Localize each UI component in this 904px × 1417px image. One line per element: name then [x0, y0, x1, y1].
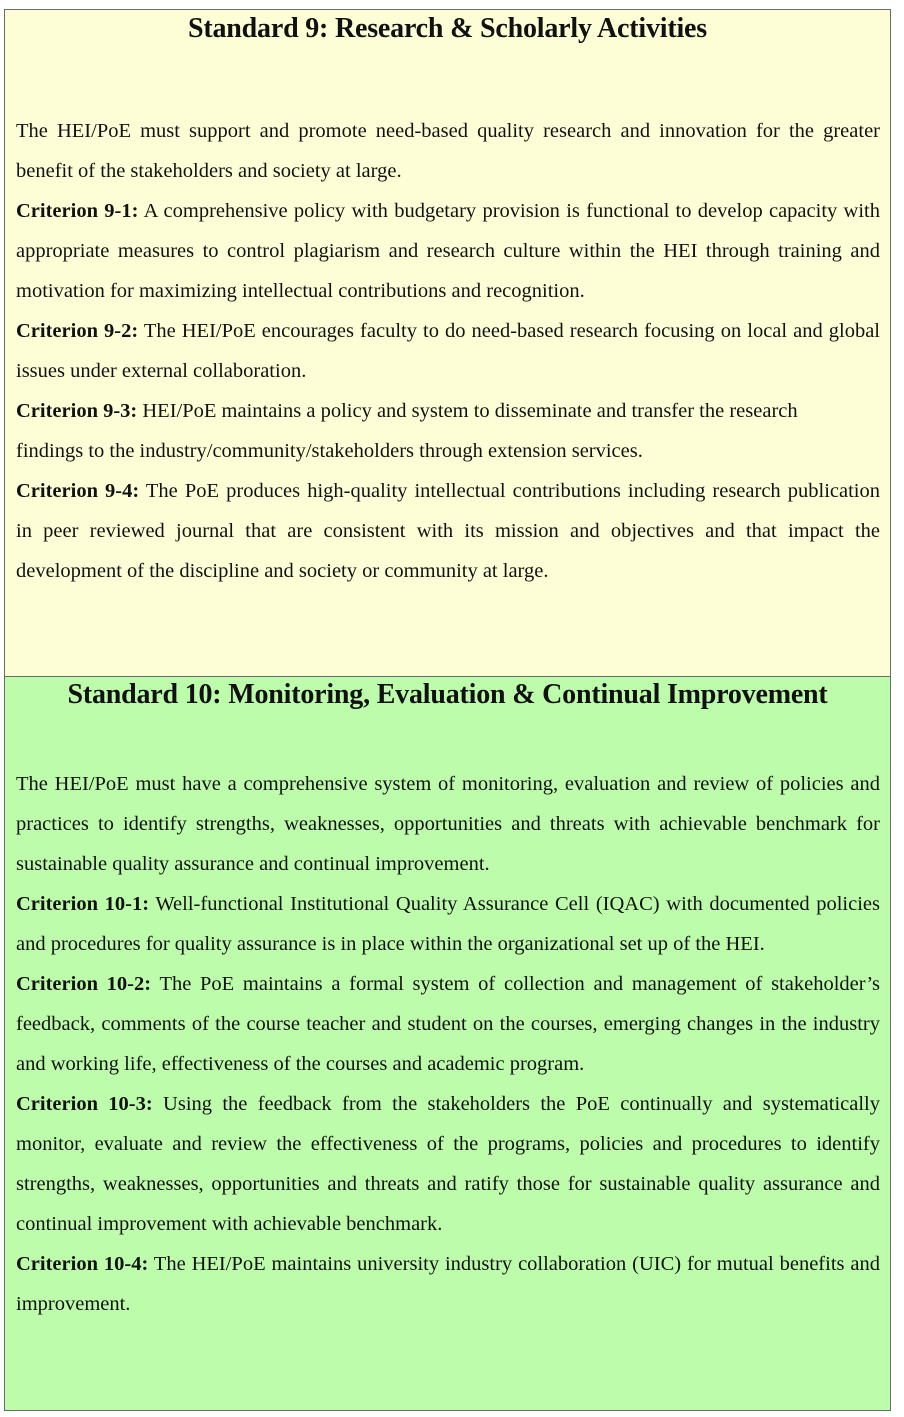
- standard-10-title: Standard 10: Monitoring, Evaluation & Continual Improvement: [67, 679, 828, 710]
- standard-10-intro: The HEI/PoE must have a comprehensive system of monitoring, evaluation and review of policies and practices to identify strengths, weaknesses, opportunities and threats with achievable benchmark for sustainable quality assurance and continual improvement.: [16, 773, 880, 875]
- criterion-10-1-label: Criterion 10-1:: [16, 893, 150, 915]
- criterion-9-1: [16, 191, 880, 311]
- standard-10-body: [16, 764, 880, 1324]
- criterion-9-3-text: HEI/PoE maintains a policy and system to disseminate and transfer the research: [137, 400, 798, 422]
- standard-9-title: Standard 9: Research & Scholarly Activities: [188, 13, 707, 44]
- criterion-9-1-text: A comprehensive policy with budgetary provision is functional to develop capacity with appropriate measures to control plagiarism and research culture within the HEI through training and motivation for maximizing intellectual contributions and recognition.: [16, 200, 881, 302]
- criterion-9-3: [16, 391, 880, 431]
- criterion-10-4-text: The HEI/PoE maintains university industry collaboration (UIC) for mutual benefits and improvement.: [16, 1253, 880, 1315]
- criterion-10-3-label: Criterion 10-3:: [16, 1093, 153, 1115]
- standard-9-intro: The HEI/PoE must support and promote need-based quality research and innovation for the greater benefit of the stakeholders and society at large.: [16, 120, 880, 182]
- criterion-9-3-continuation: findings to the industry/community/stakeholders through extension services.: [16, 440, 643, 462]
- criterion-10-1: [16, 884, 880, 964]
- criterion-9-2: [16, 311, 880, 391]
- criterion-9-4-text: The PoE produces high-quality intellectual contributions including research publication in peer reviewed journal that are consistent with its mission and objectives and that impact the development of the discipline and society or community at large.: [16, 480, 880, 582]
- criterion-10-2: [16, 964, 880, 1084]
- criterion-9-4: [16, 471, 880, 591]
- criterion-9-3-label: Criterion 9-3:: [16, 400, 138, 422]
- criterion-9-1-label: Criterion 9-1:: [16, 200, 139, 222]
- criterion-10-4: [16, 1244, 880, 1324]
- criterion-10-2-label: Criterion 10-2:: [16, 973, 152, 995]
- criterion-10-1-text: Well-functional Institutional Quality Assurance Cell (IQAC) with documented policies and procedures for quality assurance is in place within the organizational set up of the HEI.: [16, 893, 880, 955]
- criterion-10-2-text: The PoE maintains a formal system of collection and management of stakeholder’s feedback, comments of the course teacher and student on the courses, emerging changes in the industry and working life, effectiveness of the courses and academic program.: [16, 973, 880, 1075]
- criterion-9-2-label: Criterion 9-2:: [16, 320, 139, 342]
- criterion-10-3: [16, 1084, 880, 1244]
- standard-10-panel: [4, 676, 891, 1411]
- criterion-10-4-label: Criterion 10-4:: [16, 1253, 149, 1275]
- criterion-9-2-text: The HEI/PoE encourages faculty to do need-based research focusing on local and global issues under external collaboration.: [16, 320, 881, 382]
- standard-9-body: [16, 111, 880, 591]
- criterion-9-4-label: Criterion 9-4:: [16, 480, 140, 502]
- criterion-10-3-text: Using the feedback from the stakeholders the PoE continually and systematically monitor, evaluate and review the effectiveness of the programs, policies and procedures to identify strengths, weaknesses, opportunities and threats and ratify those for sustainable quality assurance and continual improvement with achievable benchmark.: [16, 1093, 880, 1235]
- standard-9-panel: [4, 9, 891, 677]
